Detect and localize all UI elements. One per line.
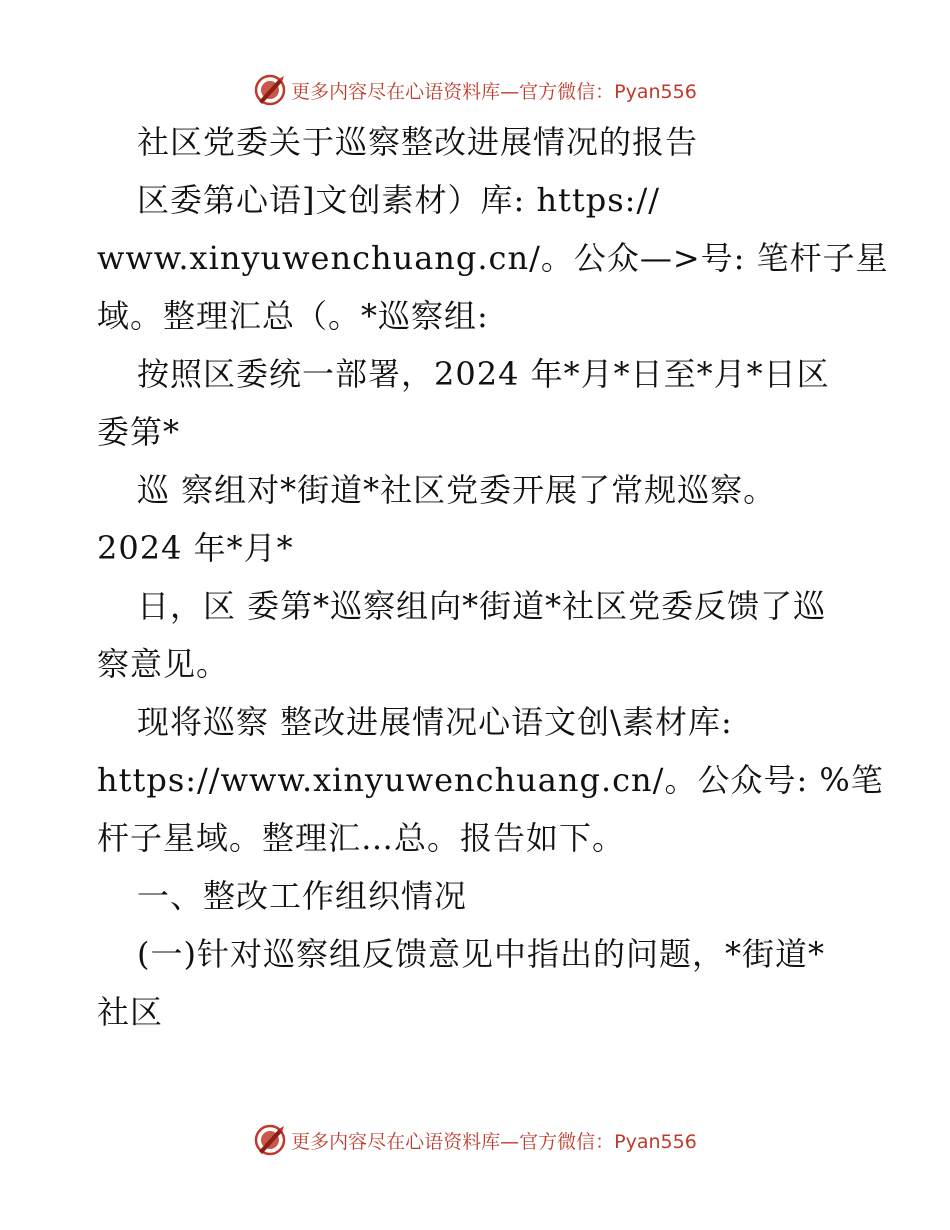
document-title: 社区党委关于巡察整改进展情况的报告 <box>137 123 699 161</box>
paragraph-line: 社区 <box>97 993 164 1031</box>
section-heading: 一、整改工作组织情况 <box>137 877 468 915</box>
paragraph-line: 日，区 委第*巡察组向*街道*社区党委反馈了巡 <box>137 587 827 625</box>
paragraph-line: 区委第心语]文创素材）库: https:// <box>137 181 661 219</box>
footer-watermark <box>0 1120 950 1160</box>
paragraph-line: 按照区委统一部署，2024 年*月*日至*月*日区 <box>137 355 830 393</box>
watermark-text: 更多内容尽在心语资料库—官方微信：Pyan556 <box>291 80 697 103</box>
paragraph-line: 委第* <box>97 413 181 451</box>
paragraph-line: www.xinyuwenchuang.cn/。公众—>号: 笔杆子星 <box>97 239 889 277</box>
quill-pen-seal-icon <box>253 73 287 107</box>
watermark-text: 更多内容尽在心语资料库—官方微信：Pyan556 <box>291 1130 697 1153</box>
paragraph-line: 域。整理汇总（。*巡察组: <box>97 297 489 335</box>
paragraph-line: 杆子星域。整理汇…总。报告如下。 <box>97 819 626 857</box>
paragraph-line: 2024 年*月* <box>97 529 294 567</box>
paragraph-line: 巡 察组对*街道*社区党委开展了常规巡察。 <box>137 471 777 509</box>
header-watermark <box>0 70 950 110</box>
paragraph-line: https://www.xinyuwenchuang.cn/。公众号: %笔 <box>97 761 884 799</box>
paragraph-line: (一)针对巡察组反馈意见中指出的问题，*街道* <box>137 935 825 973</box>
quill-pen-seal-icon <box>253 1123 287 1157</box>
paragraph-line: 察意见。 <box>97 645 230 683</box>
paragraph-line: 现将巡察 整改进展情况心语文创\素材库: <box>137 703 733 741</box>
